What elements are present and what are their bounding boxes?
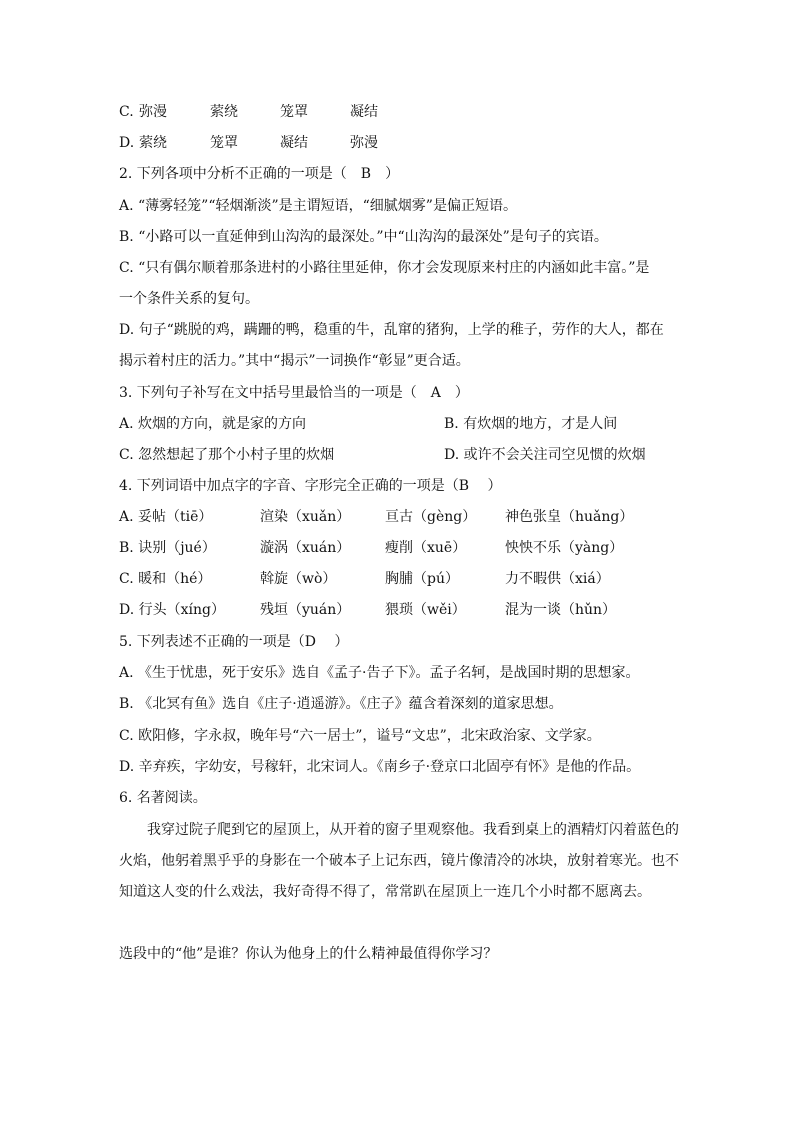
option-word: 凝结 <box>280 135 308 151</box>
q2-option-c: C. “只有偶尔顺着那条进村的小路往里延伸，你才会发现原来村庄的内涵如此丰富。”是 <box>119 260 650 276</box>
q2-option-a: A. “薄雾轻笼”“轻烟渐淡”是主谓短语，“细腻烟雾”是偏正短语。 <box>119 198 517 214</box>
q4-word: 漩涡（xuán） <box>260 540 351 556</box>
q2-option-c-cont: 一个条件关系的复句。 <box>119 291 259 307</box>
q3-options-row-2 <box>0 445 794 465</box>
q4-word: A. 妥帖（tiē） <box>119 509 213 525</box>
q5-option-b: B. 《北冥有鱼》选自《庄子·逍遥游》。《庄子》蕴含着深刻的道家思想。 <box>119 696 563 712</box>
q6-passage: 我穿过院子爬到它的屋顶上，从开着的窗子里观察他。我看到桌上的酒精灯闪着蓝色的火焰，他躬着黑乎乎的身影在一个破本子上记东西，镜片像清冷的冰块，放射着寒光。也不知道这人变的什么戏法，我好奇得不得了，常常趴在屋顶上一连几个小时都不愿离去。 <box>119 822 679 900</box>
q4-option-row <box>0 600 794 620</box>
q5-option-c: C. 欧阳修，字永叔，晚年号“六一居士”，谥号“文忠”，北宋政治家、文学家。 <box>119 728 601 744</box>
q4-word: 混为一谈（hǔn） <box>505 602 617 618</box>
option-word: 萦绕 <box>139 135 167 151</box>
q3-options-row-1 <box>0 414 794 434</box>
q4-word: D. 行头（xíng） <box>119 602 225 618</box>
q4-word: C. 暖和（hé） <box>119 571 212 587</box>
q2-stem: 2. 下列各项中分析不正确的一项是（ B ） <box>119 166 400 182</box>
q4-stem: 4. 下列词语中加点字的字音、字形完全正确的一项是（B ） <box>119 478 502 494</box>
q1-option-c <box>0 102 794 122</box>
option-word: 凝结 <box>350 104 378 120</box>
option-word: 弥漫 <box>139 104 167 120</box>
q4-word: 斡旋（wò） <box>260 571 337 587</box>
option-letter: C. <box>119 104 134 120</box>
q3-option-d: D. 或许不会关注司空见惯的炊烟 <box>444 447 646 463</box>
q4-word: B. 诀别（jué） <box>119 540 216 556</box>
q2-option-d-cont: 揭示着村庄的活力。”其中“揭示”一词换作“彰显”更合适。 <box>119 353 470 369</box>
option-word: 萦绕 <box>210 104 238 120</box>
option-word: 笼罩 <box>210 135 238 151</box>
q4-word: 猥琐（wěi） <box>385 602 466 618</box>
q3-option-b: B. 有炊烟的地方，才是人间 <box>444 416 618 432</box>
q6-stem: 6. 名著阅读。 <box>119 790 207 806</box>
q3-stem: 3. 下列句子补写在文中括号里最恰当的一项是（ A ） <box>119 385 469 401</box>
q4-word: 怏怏不乐（yàng） <box>505 540 624 556</box>
q4-option-row <box>0 538 794 558</box>
q5-option-d: D. 辛弃疾，字幼安，号稼轩，北宋词人。《南乡子·登京口北固亭有怀》是他的作品。 <box>119 759 641 775</box>
q4-word: 胸脯（pú） <box>385 571 459 587</box>
option-word: 弥漫 <box>350 135 378 151</box>
q2-option-b: B. “小路可以一直延伸到山沟沟的最深处。”中“山沟沟的最深处”是句子的宾语。 <box>119 229 608 245</box>
q4-word: 亘古（gèng） <box>385 509 477 525</box>
q4-word: 渲染（xuǎn） <box>260 509 351 525</box>
q1-option-d <box>0 133 794 153</box>
q4-word: 残垣（yuán） <box>260 602 351 618</box>
q4-word: 力不暇供（xiá） <box>505 571 610 587</box>
q4-word: 瘦削（xuē） <box>385 540 467 556</box>
option-letter: D. <box>119 135 135 151</box>
q3-option-a: A. 炊烟的方向，就是家的方向 <box>119 416 307 432</box>
option-word: 笼罩 <box>280 104 308 120</box>
q2-option-d: D. 句子“跳脱的鸡，蹒跚的鸭，稳重的牛，乱窜的猪狗，上学的稚子，劳作的大人，都在 <box>119 322 664 338</box>
q6-question: 选段中的“他”是谁？你认为他身上的什么精神最值得你学习？ <box>119 946 498 962</box>
q5-stem: 5. 下列表述不正确的一项是（D ） <box>119 634 349 650</box>
q5-option-a: A. 《生于忧患，死于安乐》选自《孟子·告子下》。孟子名轲，是战国时期的思想家。 <box>119 665 640 681</box>
q3-option-c: C. 忽然想起了那个小村子里的炊烟 <box>119 447 335 463</box>
q4-option-row <box>0 507 794 527</box>
q4-word: 神色张皇（huǎng） <box>505 509 634 525</box>
q4-option-row <box>0 569 794 589</box>
